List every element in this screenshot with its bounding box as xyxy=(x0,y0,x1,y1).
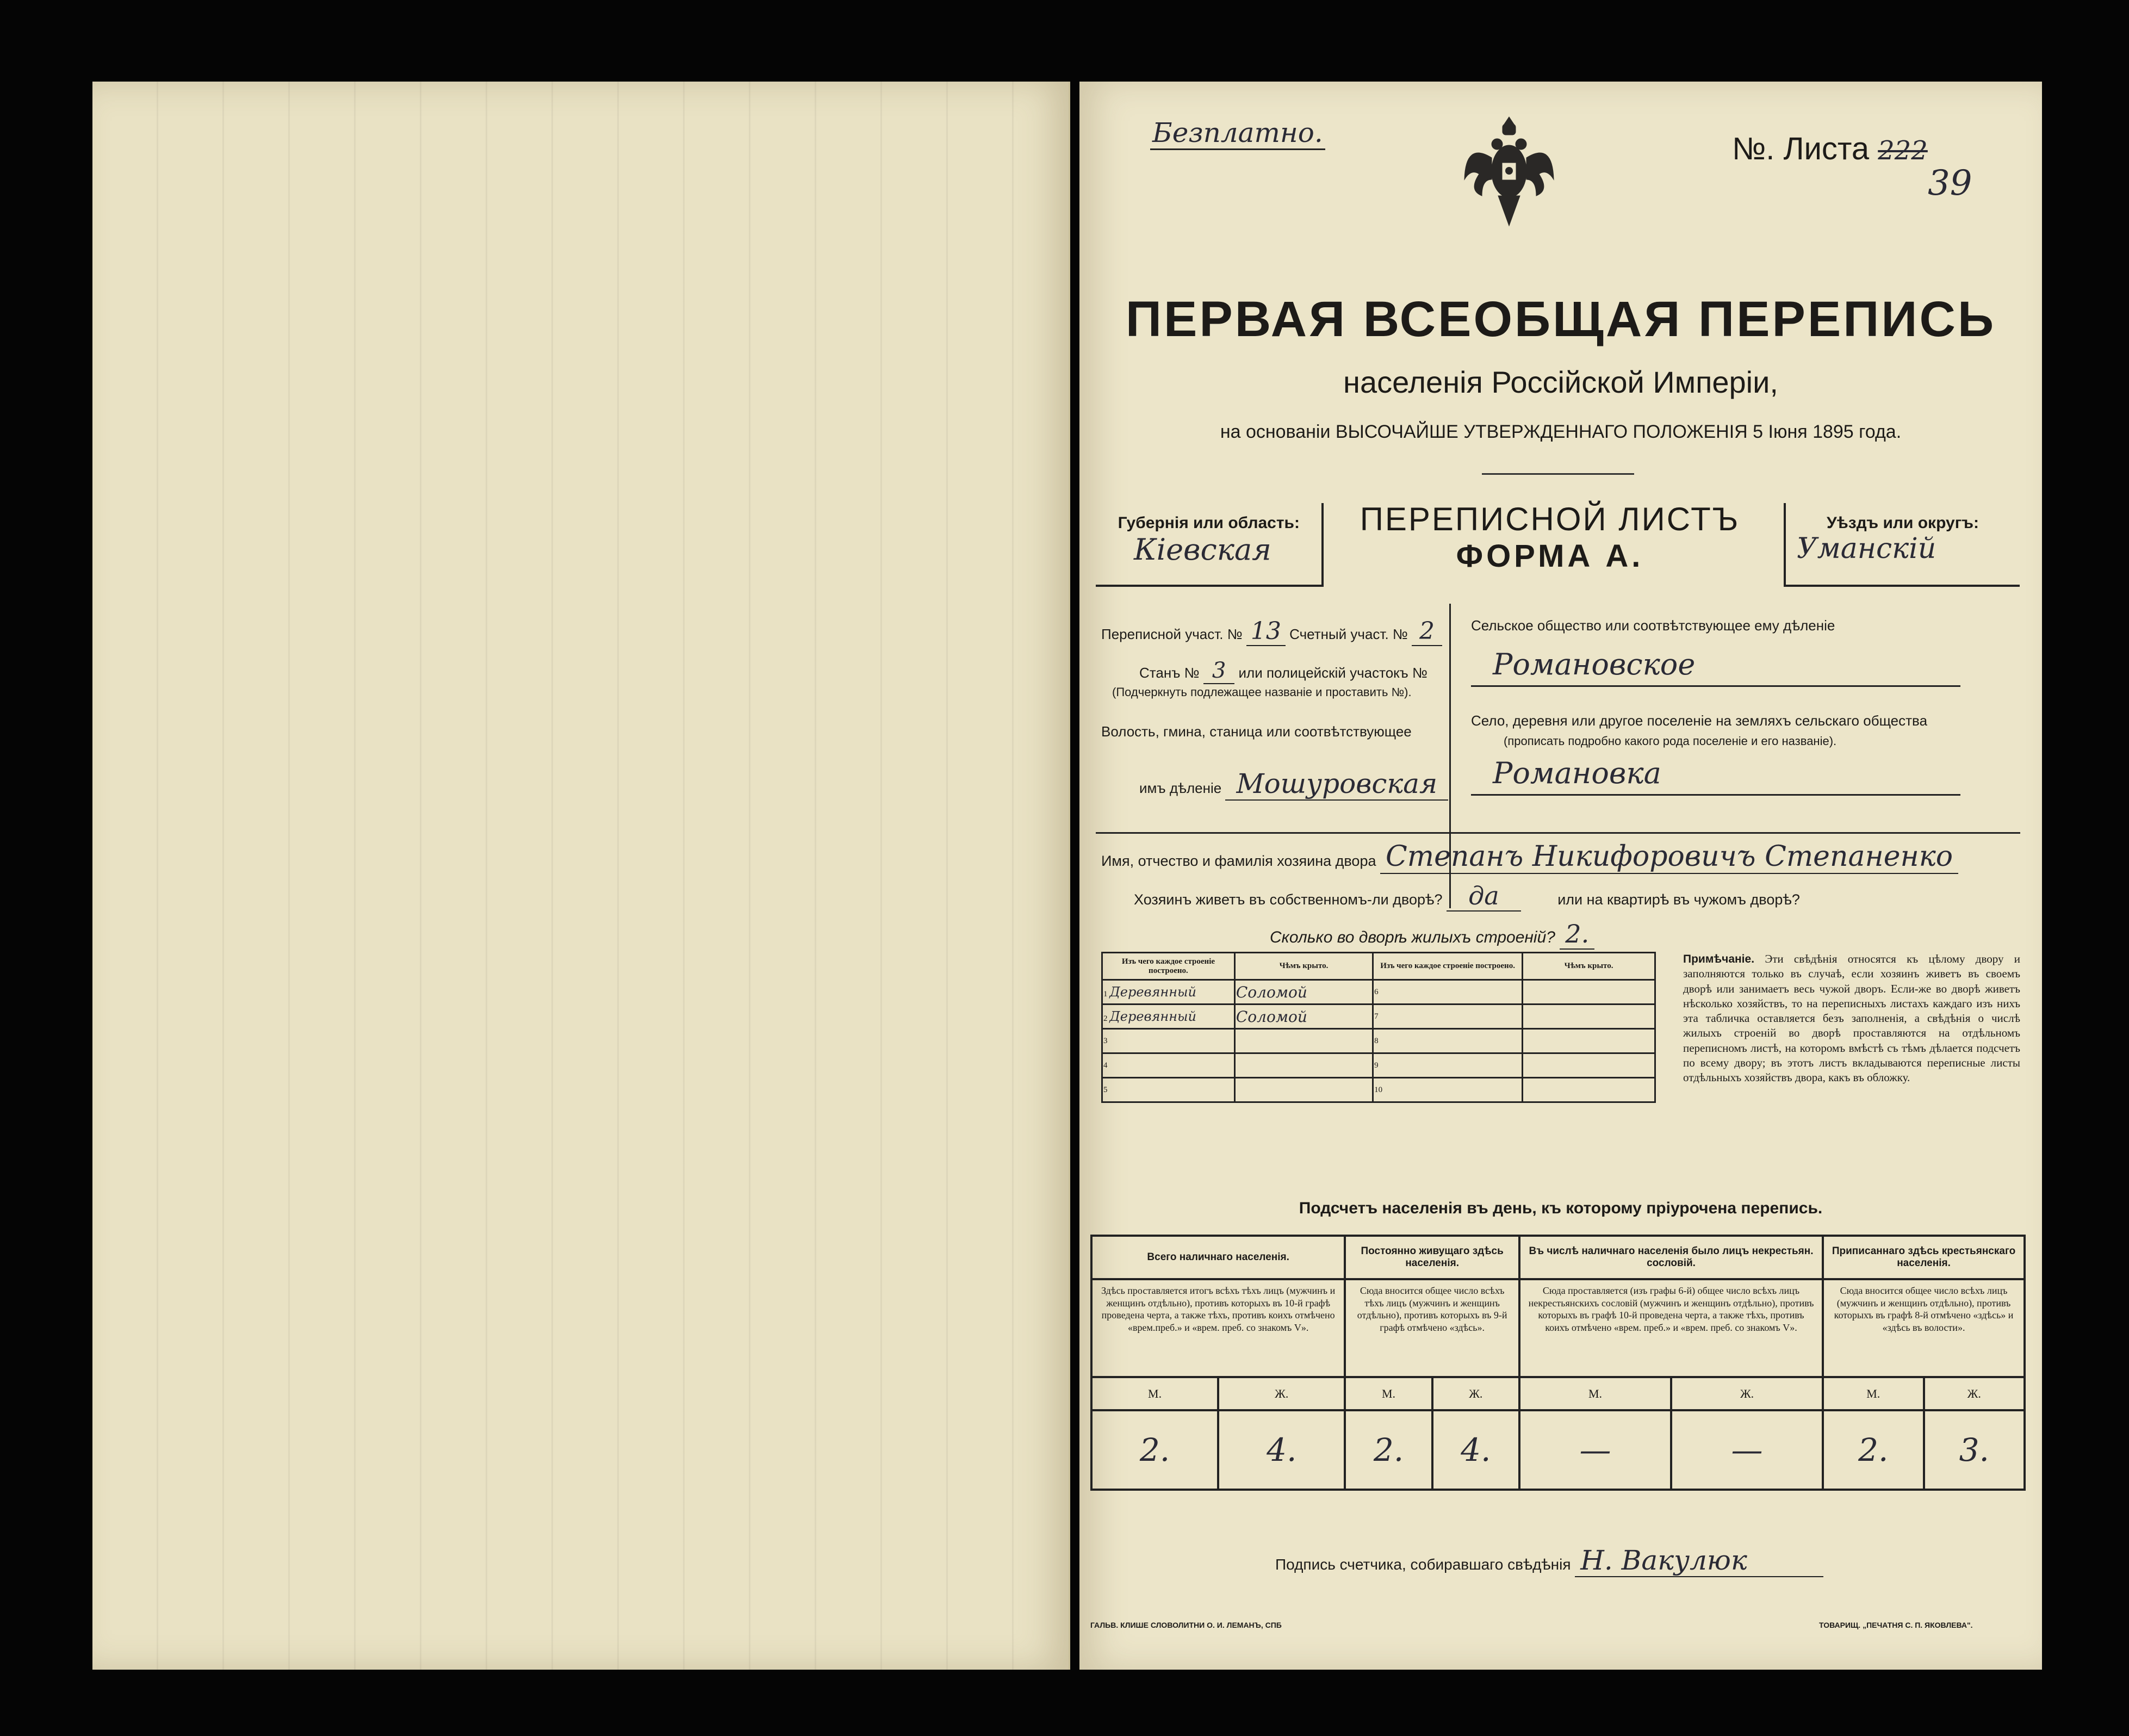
col-roof-right: Чѣмъ крыто. xyxy=(1523,953,1655,980)
empty-cell xyxy=(1523,980,1655,1005)
table-row xyxy=(1102,980,1655,1005)
ornament-divider xyxy=(1482,473,1634,475)
stan-row xyxy=(1139,658,1427,683)
empty-cell xyxy=(1234,1078,1373,1102)
row-number: 6 xyxy=(1373,980,1523,1005)
total-female-value: 4. xyxy=(1218,1410,1345,1490)
empty-cell xyxy=(1523,1078,1655,1102)
header-non-peasant: Въ числѣ наличнаго населенія было лицъ некрестьян. сословій. xyxy=(1519,1236,1823,1279)
sheet-number-handwritten: 39 xyxy=(1928,163,1972,203)
village-value: Романовка xyxy=(1493,756,1661,790)
signature-label: Подпись счетчика, собиравшаго свѣдѣнія xyxy=(1275,1556,1571,1573)
uezd-label: Уѣздъ или округъ: xyxy=(1826,514,1979,532)
female-header: Ж. xyxy=(1218,1377,1345,1410)
stan-value: 3 xyxy=(1203,658,1234,684)
census-form-page xyxy=(1079,82,2042,1670)
footer-left-imprint: ГАЛЬВ. КЛИШЕ СЛОВОЛИТНИ О. И. ЛЕМАНЪ, СПБ xyxy=(1090,1621,1282,1629)
col-material-right: Изъ чего каждое строеніе построено. xyxy=(1373,953,1523,980)
material-value: Деревянный xyxy=(1109,984,1197,1000)
own-yard-value: да xyxy=(1447,881,1521,912)
buildings-value: 2. xyxy=(1560,919,1594,950)
police-label: или полицейскій участокъ № xyxy=(1238,665,1427,681)
row-number: 7 xyxy=(1373,1005,1523,1029)
note-text: Эти свѣдѣнія относятся къ цѣлому двору и заполняются только въ случаѣ, если хозяинъ живетъ въ своемъ дворѣ или занимаетъ весь чужой дворъ. Если-же во дворѣ живетъ нѣсколько хозяйствъ, то на переписныхъ листахъ каждаго изъ нихъ эта табличка оставляется безъ заполненія, а свѣдѣнія о числѣ жилыхъ строеній во дворѣ проставляются на отдѣльномъ переписномъ листѣ, на которомъ вмѣстѣ съ тѣмъ дѣлается подсчетъ по всему двору; въ этотъ листъ вкладываются переписные листы отдѣльныхъ хозяйствъ двора, какъ въ обложку. xyxy=(1683,952,2020,1084)
header-registered: Приписаннаго здѣсь крестьянскаго населенія. xyxy=(1823,1236,2025,1279)
count-title: Подсчетъ населенія въ день, къ которому пріурочена перепись. xyxy=(1299,1199,1823,1217)
section-rule xyxy=(1096,832,2020,834)
census-basis: на основаніи ВЫСОЧАЙШЕ УТВЕРЖДЕННАГО ПОЛОЖЕНІЯ 5 Іюня 1895 года. xyxy=(1220,421,1902,442)
row-number: 5 xyxy=(1102,1078,1235,1102)
row-number: 10 xyxy=(1373,1078,1523,1102)
census-subtitle: населенія Россійской Имперіи, xyxy=(1343,365,1778,399)
sheet-number-label xyxy=(1732,131,1928,167)
left-blank-page xyxy=(92,82,1070,1670)
footer-right-imprint: ТОВАРИЩ. „ПЕЧАТНЯ С. П. ЯКОВЛЕВА". xyxy=(1819,1621,1973,1629)
male-header: М. xyxy=(1345,1377,1432,1410)
census-district-row xyxy=(1101,617,1442,645)
non-peasant-female-value: — xyxy=(1671,1410,1823,1490)
roof-value: Соломой xyxy=(1234,980,1373,1005)
col-roof-left: Чѣмъ крыто. xyxy=(1234,953,1373,980)
village-note: (прописать подробно какого рода поселеніе и его названіе). xyxy=(1504,734,1837,748)
row-number: 3 xyxy=(1102,1029,1235,1053)
volost-label-1: Волость, гмина, станица или соотвѣтствующее xyxy=(1101,723,1412,740)
table-row xyxy=(1102,1029,1655,1053)
own-yard-label: Хозяинъ живетъ въ собственномъ-ли дворѣ? xyxy=(1134,891,1443,908)
table-row xyxy=(1102,1078,1655,1102)
owner-label: Имя, отчество и фамилія хозяина двора xyxy=(1101,853,1376,869)
form-title-block xyxy=(1340,500,1759,574)
form-name: ФОРМА А. xyxy=(1456,538,1644,574)
desc-permanent: Сюда вносится общее число всѣхъ тѣхъ лицъ (мужчинъ и женщинъ отдѣльно), противъ которыхъ въ 9-й графѣ отмѣчено «здѣсь». xyxy=(1345,1279,1519,1377)
gubernia-value: Кіевская xyxy=(1134,532,1271,567)
stan-label: Станъ № xyxy=(1139,665,1200,681)
sheet-number-struck: 222 xyxy=(1878,135,1928,166)
stan-note: (Подчеркнуть подлежащее названіе и проставить №). xyxy=(1112,685,1412,699)
row-number: 9 xyxy=(1373,1053,1523,1078)
row-number: 8 xyxy=(1373,1029,1523,1053)
buildings-table xyxy=(1101,952,1656,1103)
census-title: ПЕРВАЯ ВСЕОБЩАЯ ПЕРЕПИСЬ xyxy=(1125,292,1996,347)
row-number: 1 xyxy=(1103,990,1108,999)
note-head: Примѣчаніе. xyxy=(1683,953,1755,965)
sheet-title: ПЕРЕПИСНОЙ ЛИСТЪ xyxy=(1360,501,1740,537)
buildings-label: Сколько во дворѣ жилыхъ строеній? xyxy=(1270,928,1555,946)
registered-female-value: 3. xyxy=(1924,1410,2025,1490)
total-male-value: 2. xyxy=(1091,1410,1218,1490)
uezd-value: Уманскій xyxy=(1797,532,1936,565)
sheet-number-caption: №. Листа xyxy=(1732,131,1870,166)
empty-cell xyxy=(1234,1029,1373,1053)
registered-male-value: 2. xyxy=(1823,1410,1923,1490)
header-total: Всего наличнаго населенія. xyxy=(1091,1236,1345,1279)
permanent-male-value: 2. xyxy=(1345,1410,1432,1490)
apartment-label: или на квартирѣ въ чужомъ дворѣ? xyxy=(1557,891,1800,908)
village-label: Село, деревня или другое поселеніе на земляхъ сельскаго общества xyxy=(1471,712,1928,729)
count-district-value: 2 xyxy=(1412,617,1442,646)
signature-row xyxy=(1275,1545,1823,1576)
table-row xyxy=(1102,1053,1655,1078)
bleed-through-grid xyxy=(92,82,1069,1670)
table-row xyxy=(1102,1005,1655,1029)
material-value: Деревянный xyxy=(1109,1009,1197,1024)
gubernia-box xyxy=(1096,503,1324,587)
society-underline xyxy=(1471,685,1960,687)
society-value: Романовское xyxy=(1493,647,1696,681)
signature-value: Н. Вакулюк xyxy=(1575,1545,1823,1577)
empty-cell xyxy=(1523,1005,1655,1029)
row-number: 4 xyxy=(1102,1053,1235,1078)
empty-cell xyxy=(1523,1053,1655,1078)
census-district-label: Переписной участ. № xyxy=(1101,626,1243,642)
village-underline xyxy=(1471,794,1960,796)
owner-row xyxy=(1101,840,1958,873)
note-block xyxy=(1683,952,2020,1086)
empty-cell xyxy=(1234,1053,1373,1078)
permanent-female-value: 4. xyxy=(1432,1410,1519,1490)
header-permanent: Постоянно живущаго здѣсь населенія. xyxy=(1345,1236,1519,1279)
volost-row xyxy=(1139,768,1448,799)
gubernia-label: Губернія или область: xyxy=(1118,514,1300,532)
female-header: Ж. xyxy=(1671,1377,1823,1410)
own-yard-row xyxy=(1134,881,1800,910)
buildings-row xyxy=(1270,919,1594,948)
uezd-box xyxy=(1784,503,2020,587)
count-district-label: Счетный участ. № xyxy=(1289,626,1408,642)
society-label: Сельское общество или соотвѣтствующее ему дѣленіе xyxy=(1471,617,1835,634)
free-label: Безплатно. xyxy=(1150,117,1325,150)
male-header: М. xyxy=(1823,1377,1923,1410)
volost-label-2: имъ дѣленіе xyxy=(1139,780,1222,796)
male-header: М. xyxy=(1091,1377,1218,1410)
desc-non-peasant: Сюда проставляется (изъ графы 6-й) общее число всѣхъ лицъ некрестьянскихъ сословій (мужчинъ и женщинъ отдѣльно), противъ которыхъ въ графѣ 10-й проведена черта, а также тѣхъ, противъ коихъ отмѣчено «врем. преб.» и «врем. преб. со знакомъ V». xyxy=(1519,1279,1823,1377)
census-district-value: 13 xyxy=(1246,617,1286,646)
male-header: М. xyxy=(1519,1377,1671,1410)
empty-cell xyxy=(1523,1029,1655,1053)
volost-value: Мошуровская xyxy=(1225,768,1448,801)
desc-total: Здѣсь проставляется итогъ всѣхъ тѣхъ лицъ (мужчинъ и женщинъ отдѣльно), противъ которыхъ въ 10-й графѣ проведена черта, а также тѣхъ, противъ коихъ отмѣчено «врем.преб.» и «врем. преб. со знакомъ V». xyxy=(1091,1279,1345,1377)
desc-registered: Сюда вносится общее число всѣхъ лицъ (мужчинъ и женщинъ отдѣльно), противъ которыхъ въ графѣ 8-й отмѣчено «здѣсь» и «здѣсь въ волости». xyxy=(1823,1279,2025,1377)
female-header: Ж. xyxy=(1924,1377,2025,1410)
row-number: 2 xyxy=(1103,1014,1108,1023)
col-material-left: Изъ чего каждое строеніе построено. xyxy=(1102,953,1235,980)
female-header: Ж. xyxy=(1432,1377,1519,1410)
owner-value: Степанъ Никифоровичъ Степаненко xyxy=(1380,840,1958,874)
non-peasant-male-value: — xyxy=(1519,1410,1671,1490)
double-headed-eagle-emblem xyxy=(1460,114,1558,231)
roof-value: Соломой xyxy=(1234,1005,1373,1029)
population-count-table xyxy=(1090,1235,2026,1491)
